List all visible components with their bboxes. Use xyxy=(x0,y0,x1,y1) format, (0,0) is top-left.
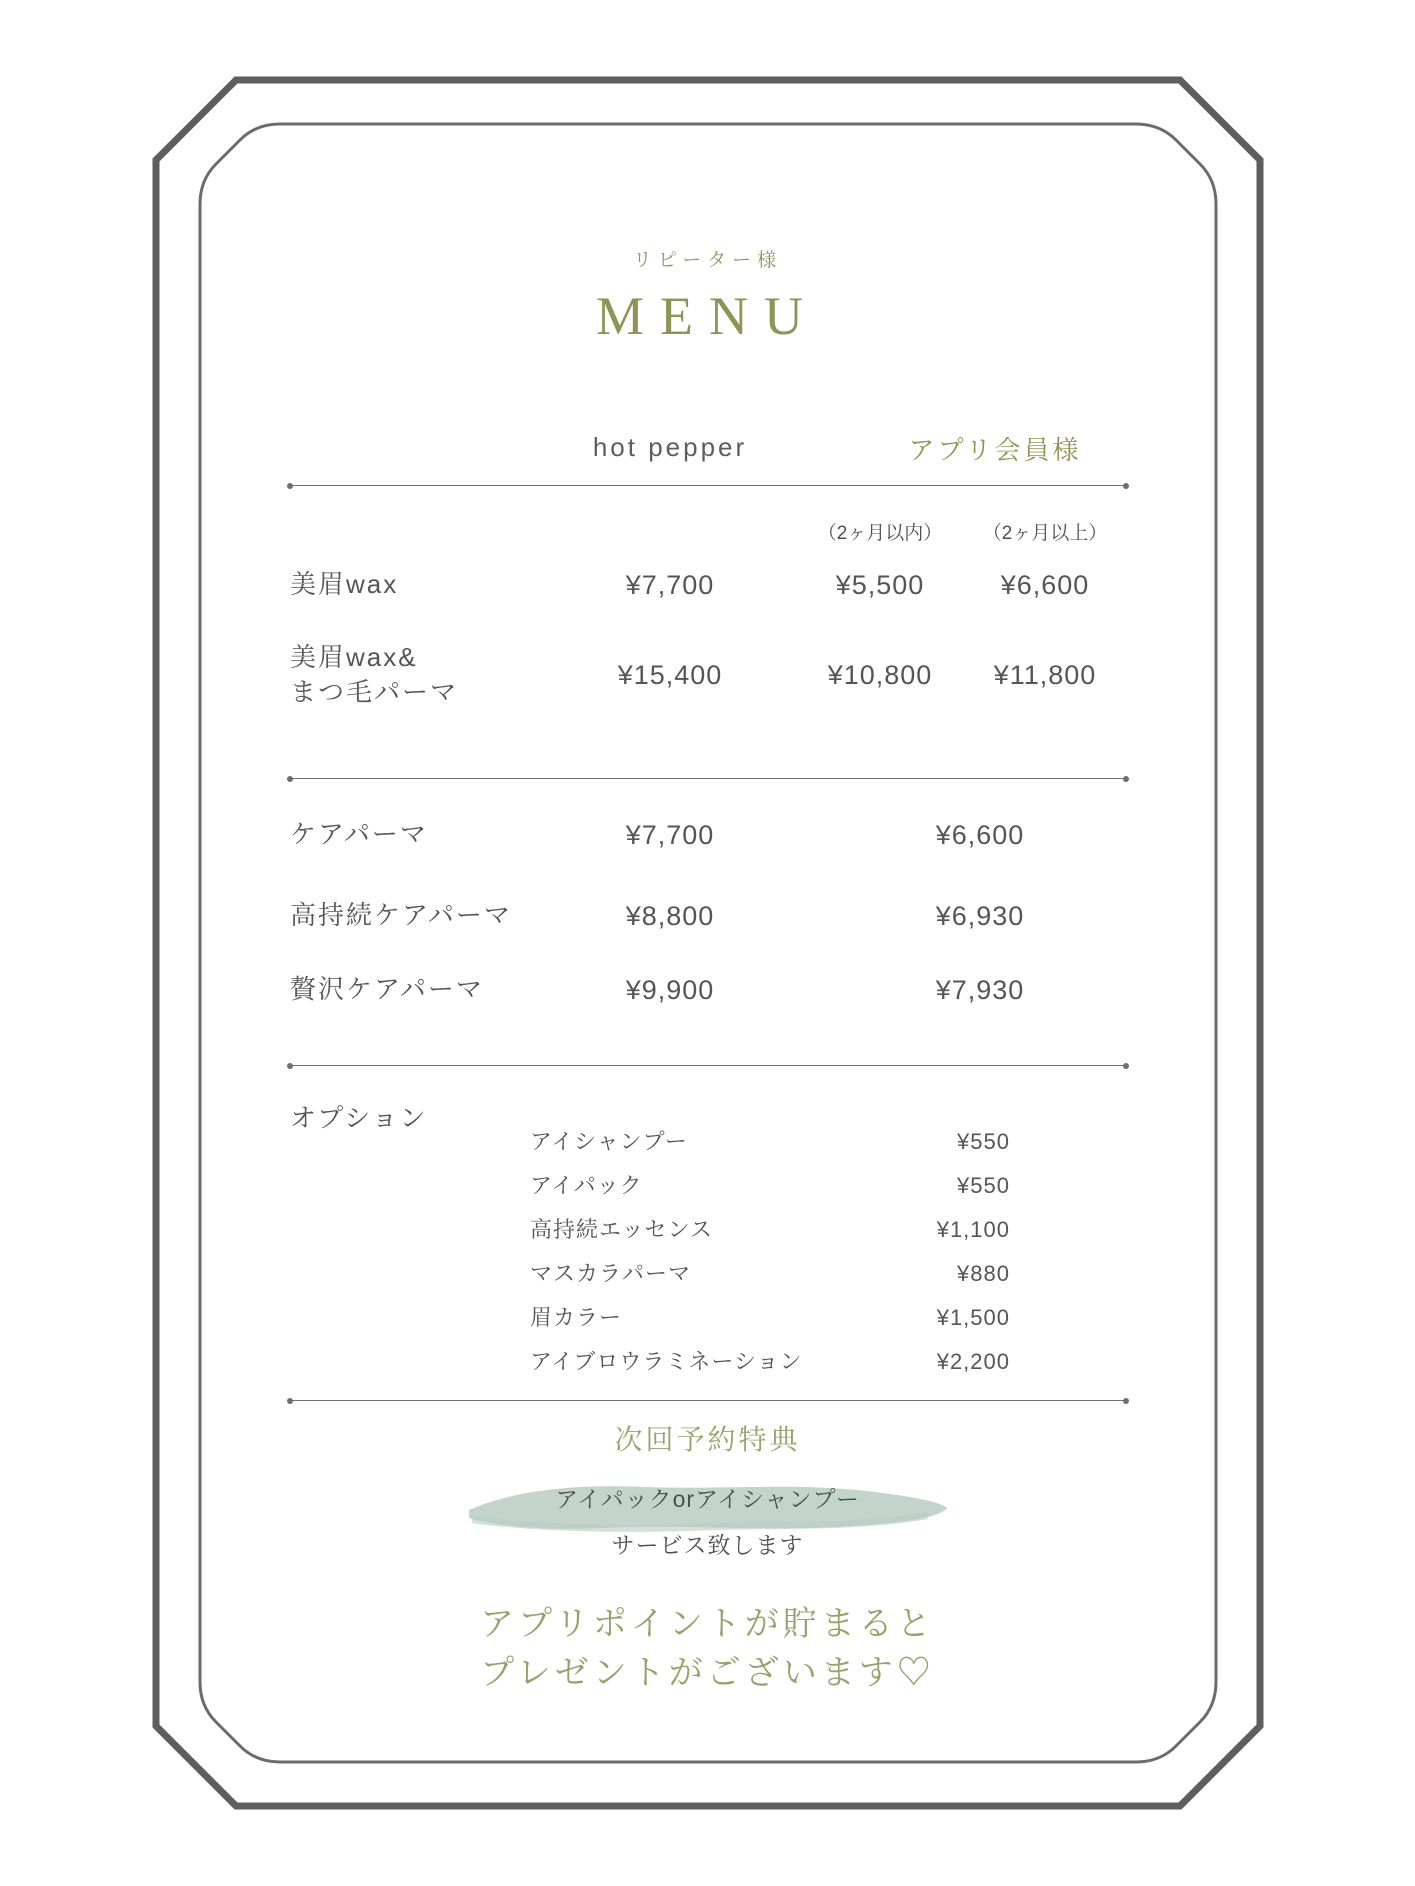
price-wax-lash-within: ¥10,800 xyxy=(827,660,933,690)
option-price: ¥1,500 xyxy=(936,1305,1010,1330)
menu-kicker: リピーター様 xyxy=(632,250,783,271)
divider-perm xyxy=(288,778,1128,779)
option-price: ¥2,200 xyxy=(936,1349,1010,1374)
price-care-perm-hotpepper: ¥7,700 xyxy=(625,820,715,850)
options-list xyxy=(530,1125,1010,1389)
list-item xyxy=(530,1169,1010,1200)
price-wax-lash-hotpepper: ¥15,400 xyxy=(617,660,723,690)
points-note xyxy=(0,1600,1415,1699)
row-label-wax-lash xyxy=(290,640,458,710)
price-wax-within: ¥5,500 xyxy=(835,570,925,600)
list-item xyxy=(530,1301,1010,1332)
sub-column-over: （2ヶ月以上） xyxy=(982,523,1108,544)
option-name: アイブロウラミネーション xyxy=(530,1349,803,1374)
sub-column-within: （2ヶ月以内） xyxy=(817,523,943,544)
row-label-luxury-perm: 贅沢ケアパーマ xyxy=(290,974,484,1004)
option-price: ¥880 xyxy=(957,1261,1010,1286)
list-item xyxy=(530,1213,1010,1244)
list-item xyxy=(530,1345,1010,1376)
list-item xyxy=(530,1257,1010,1288)
price-wax-hotpepper: ¥7,700 xyxy=(625,570,715,600)
points-note-line1: アプリポイントが貯まると xyxy=(480,1605,935,1643)
column-header-hot-pepper: hot pepper xyxy=(592,432,748,462)
option-name: アイパック xyxy=(530,1173,643,1198)
divider-footer xyxy=(288,1400,1128,1401)
price-luxury-perm-app: ¥7,930 xyxy=(935,975,1025,1005)
row-label-care-perm: ケアパーマ xyxy=(290,819,428,849)
price-longlast-perm-hotpepper: ¥8,800 xyxy=(625,901,715,931)
price-care-perm-app: ¥6,600 xyxy=(935,820,1025,850)
option-price: ¥550 xyxy=(957,1129,1010,1154)
option-name: 高持続エッセンス xyxy=(530,1217,713,1242)
price-wax-lash-over: ¥11,800 xyxy=(993,660,1097,690)
list-item xyxy=(530,1125,1010,1156)
price-wax-over: ¥6,600 xyxy=(1000,570,1090,600)
row-label-wax-lash-line2: まつ毛パーマ xyxy=(290,677,459,708)
row-label-wax-lash-line1: 美眉wax& xyxy=(290,642,418,672)
bonus-line-2: サービス致します xyxy=(611,1532,804,1558)
column-header-app-member: アプリ会員様 xyxy=(908,435,1082,465)
price-luxury-perm-hotpepper: ¥9,900 xyxy=(625,975,715,1005)
options-title: オプション xyxy=(290,1103,428,1133)
row-label-wax: 美眉wax xyxy=(290,569,399,599)
price-longlast-perm-app: ¥6,930 xyxy=(935,901,1025,931)
points-note-line2: プレゼントがございます♡ xyxy=(480,1654,935,1693)
bonus-title: 次回予約特典 xyxy=(614,1424,801,1455)
option-name: 眉カラー xyxy=(530,1305,623,1330)
option-name: マスカラパーマ xyxy=(530,1261,692,1286)
divider-options xyxy=(288,1065,1128,1066)
row-label-longlast-perm: 高持続ケアパーマ xyxy=(290,900,512,930)
option-price: ¥550 xyxy=(957,1173,1010,1198)
page-title: MENU xyxy=(596,286,819,346)
bonus-line-1: アイパックorアイシャンプー xyxy=(555,1486,860,1512)
option-price: ¥1,100 xyxy=(936,1217,1010,1242)
option-name: アイシャンプー xyxy=(530,1129,688,1154)
divider-top xyxy=(288,485,1128,486)
